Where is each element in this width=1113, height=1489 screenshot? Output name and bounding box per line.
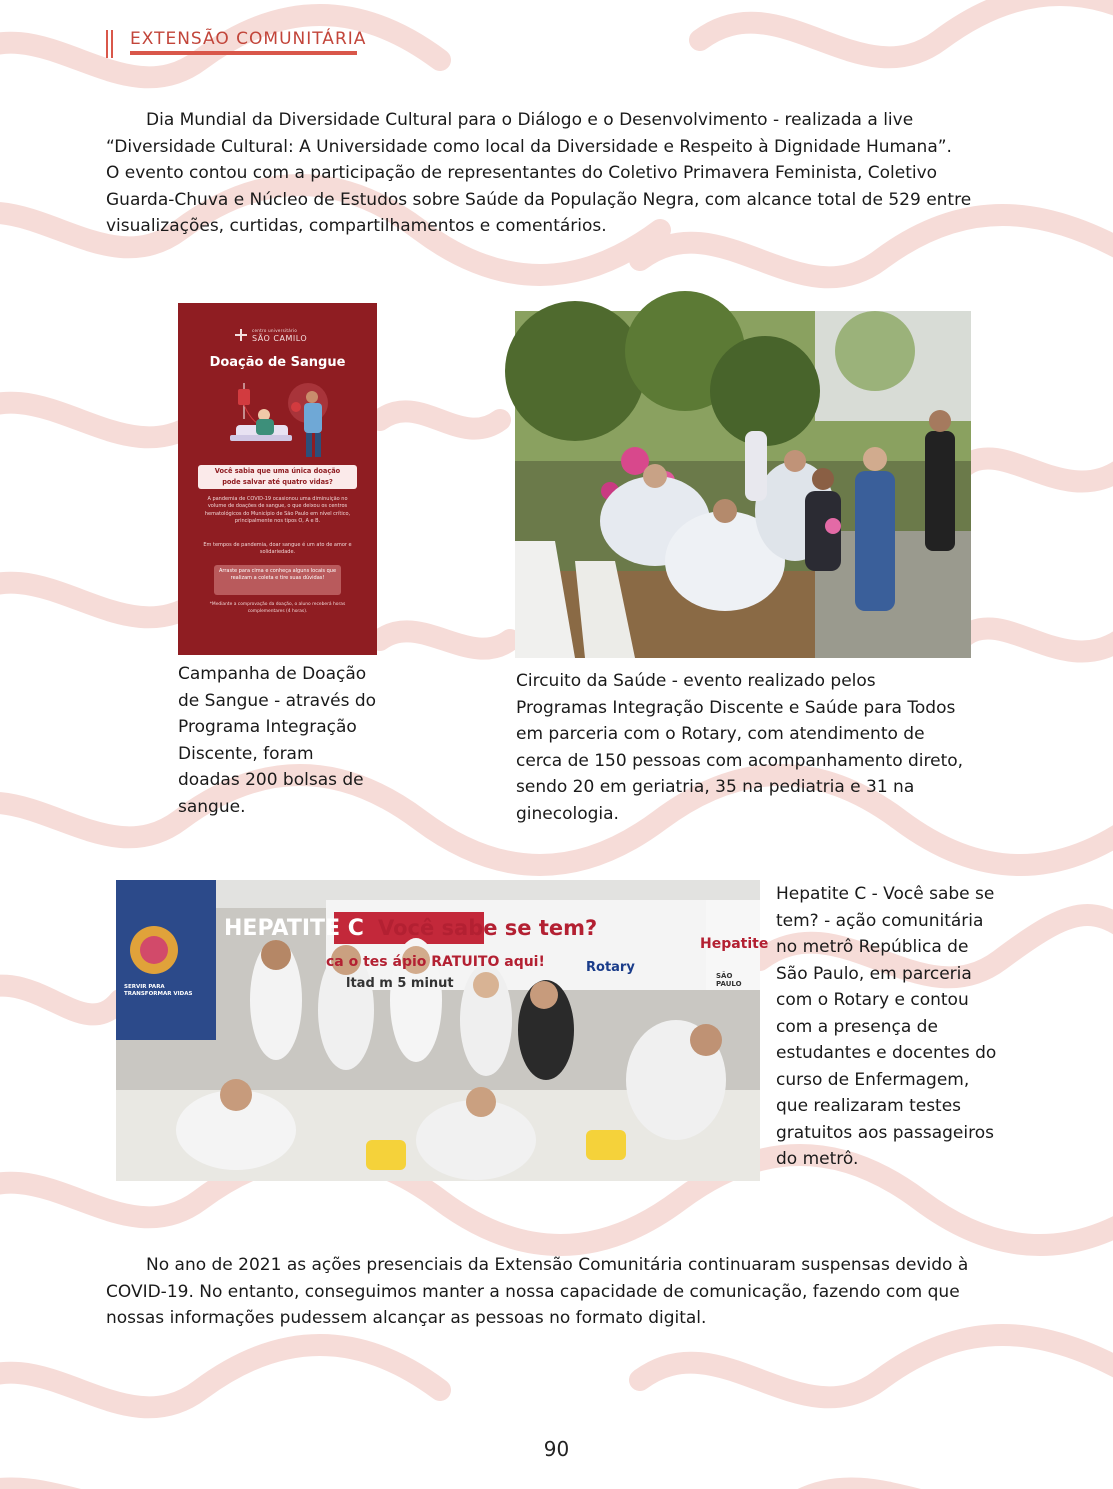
caption-line: Campanha de Doação: [178, 664, 367, 684]
intro-line: Guarda-Chuva e Núcleo de Estudos sobre Saúde da População Negra, com alcance total de 529 entre: [106, 189, 972, 210]
caption-line: curso de Enfermagem,: [776, 1069, 970, 1090]
caption-line: no metrô República de: [776, 937, 969, 957]
caption-line: São Paulo, em parceria: [776, 963, 972, 984]
caption-line: que realizaram testes: [776, 1096, 962, 1116]
banner-rotary-text: Rotary: [586, 960, 635, 975]
banner-question-text: Você sabe se tem?: [378, 916, 598, 940]
hepatitis-c-photo: [116, 880, 769, 1181]
caption-line: do metrô.: [776, 1149, 859, 1169]
poster-body-2: Em tempos de pandemia, doar sangue é um ato de amor e solidariedade.: [203, 542, 352, 556]
section-title: EXTENSÃO COMUNITÁRIA: [130, 29, 367, 49]
intro-line: Dia Mundial da Diversidade Cultural para o Diálogo e o Desenvolvimento - realizada a live: [146, 110, 914, 130]
outro-line: nossas informações pudessem alcançar as pessoas no formato digital.: [106, 1308, 707, 1328]
poster-logo-subtitle: centro universitário: [252, 328, 298, 333]
caption-line: em parceria com o Rotary, com atendimento de: [516, 724, 925, 744]
caption-line: estudantes e docentes do: [776, 1043, 997, 1063]
caption-line: com a presença de: [776, 1016, 938, 1037]
poster-logo-name: SÃO CAMILO: [252, 334, 308, 343]
banner-sub-text: ca o tes ápio RATUITO aqui!: [326, 954, 545, 970]
caption-line: com o Rotary e contou: [776, 990, 969, 1010]
caption-line: Discente, foram: [178, 743, 314, 764]
banner-brand-text: Hepatite: [700, 936, 769, 952]
section-title-underline: [130, 51, 357, 55]
blood-donation-poster: [178, 303, 377, 655]
intro-paragraph: [106, 107, 996, 240]
banner-city-text: SÃO PAULO: [716, 972, 742, 988]
caption-line: tem? - ação comunitária: [776, 910, 984, 931]
poster-question: [198, 465, 357, 489]
health-circuit-photo: [515, 311, 971, 658]
hepatitis-caption: [776, 881, 1008, 1173]
caption-line: gratuitos aos passageiros: [776, 1122, 994, 1143]
caption-line: Hepatite C - Você sabe se: [776, 884, 995, 904]
cross-logo-icon: [235, 329, 247, 341]
poster-question-line: Você sabia que uma única doação: [214, 467, 341, 475]
left-banner-text: SERVIR PARA TRANSFORMAR VIDAS: [124, 984, 193, 997]
caption-line: Circuito da Saúde - evento realizado pelos: [516, 671, 876, 691]
blood-donation-illustration-icon: [222, 379, 337, 461]
caption-line: Programa Integração: [178, 717, 357, 737]
closing-paragraph: [106, 1252, 996, 1332]
intro-line: O evento contou com a participação de representantes do Coletivo Primavera Feminista, Coletivo: [106, 163, 938, 183]
outro-line: COVID-19. No entanto, conseguimos manter a nossa capacidade de comunicação, fazendo com que: [106, 1281, 960, 1302]
poster-question-line: pode salvar até quatro vidas?: [222, 478, 333, 486]
blood-donation-caption: [178, 661, 393, 820]
caption-line: ginecologia.: [516, 803, 619, 824]
poster-body: A pandemia de COVID-19 ocasionou uma diminuição no volume de doações de sangue, o que deixou os centros hematológicos do Município de São Paulo em nível crítico, principalmente nos tipos O, A e B.: [204, 496, 351, 525]
caption-line: sangue.: [178, 796, 246, 817]
banner-sub-text-2: ltad m 5 minut: [346, 976, 454, 991]
caption-line: Programas Integração Discente e Saúde para Todos: [516, 697, 956, 718]
banner-main-text: HEPATITE C: [224, 916, 364, 941]
caption-line: doadas 200 bolsas de: [178, 770, 364, 790]
poster-title: Doação de Sangue: [209, 355, 346, 370]
caption-line: cerca de 150 pessoas com acompanhamento direto,: [516, 750, 964, 771]
poster-call-to-action: Arraste para cima e conheça alguns locais que realizam a coleta e tire suas dúvidas!: [214, 565, 341, 595]
health-circuit-scene-icon: [515, 311, 971, 658]
outro-line: No ano de 2021 as ações presenciais da Extensão Comunitária continuaram suspensas devido à: [146, 1255, 969, 1275]
poster-footer: *Mediante a comprovação da doação, o aluno receberá horas complementares (4 horas).: [209, 602, 346, 614]
header-accent-bars: [106, 30, 114, 58]
intro-line: “Diversidade Cultural: A Universidade como local da Diversidade e Respeito à Dignidade Humana”.: [106, 136, 952, 157]
intro-line: visualizações, curtidas, compartilhamentos e comentários.: [106, 216, 607, 236]
health-circuit-caption: [516, 668, 976, 827]
caption-line: sendo 20 em geriatria, 35 na pediatria e 31 na: [516, 777, 915, 797]
page-number: 90: [543, 1437, 570, 1461]
caption-line: de Sangue - através do: [178, 690, 377, 711]
